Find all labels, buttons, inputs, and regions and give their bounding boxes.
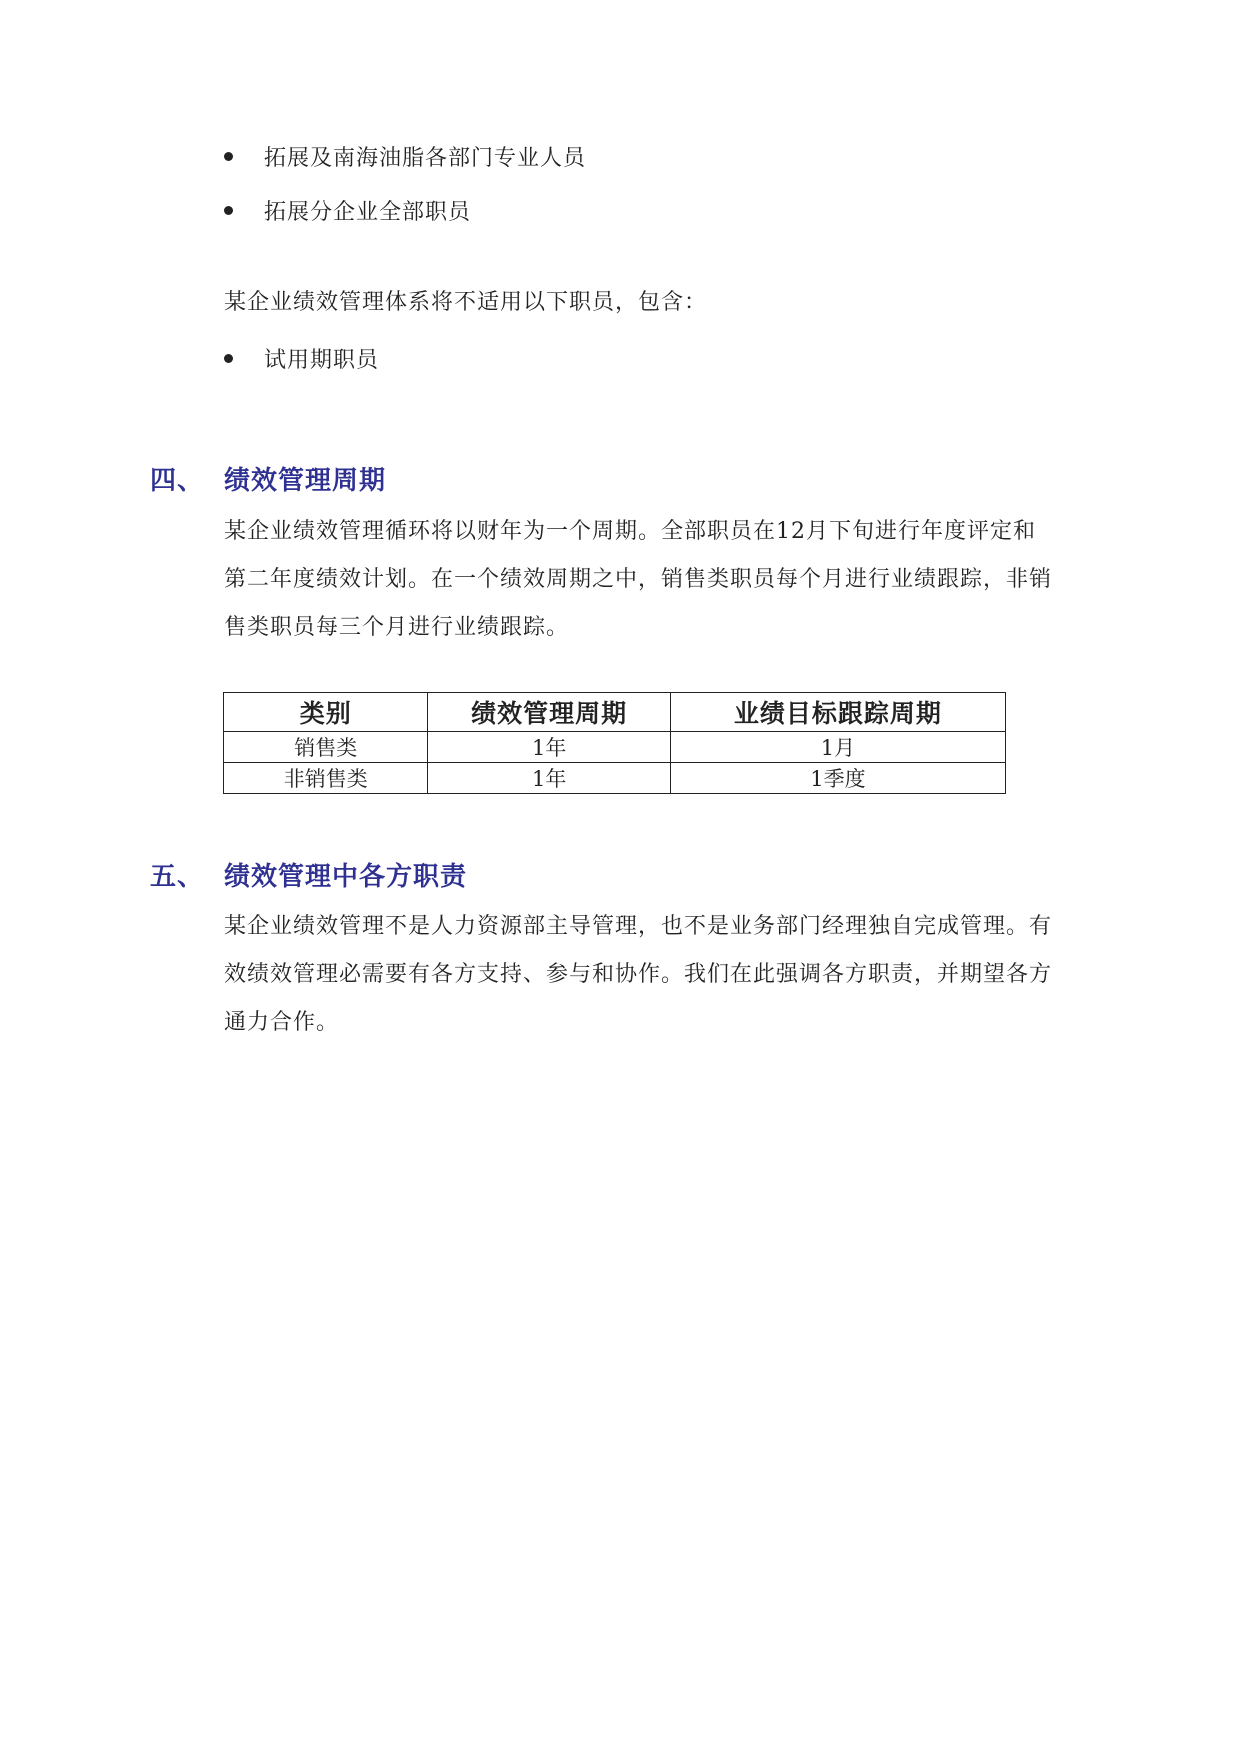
table-row [224,732,1006,763]
section-paragraph [224,903,1124,1047]
list-item [222,141,586,171]
bullet-icon [224,354,233,363]
table-header-cell: 类别 [224,693,428,732]
paragraph-line: 售类职员每三个月进行业绩跟踪。 [224,615,570,640]
table-cell: 1年 [428,732,670,763]
bullet-icon [224,152,233,161]
section-heading [150,856,467,892]
paragraph-line: 通力合作。 [224,1010,340,1035]
paragraph-line: 第二年度绩效计划。在一个绩效周期之中，销售类职员每个月进行业绩跟踪，非销 [224,567,1053,592]
paragraph-line: 效绩效管理必需要有各方支持、参与和协作。我们在此强调各方职责，并期望各方 [224,962,1053,987]
table-header-cell: 绩效管理周期 [428,693,670,732]
table-cell: 1月 [670,732,1005,763]
section-number: 四、 [150,465,205,496]
table-cell: 1季度 [670,763,1005,794]
table-header-row [224,693,1006,732]
list-item [222,195,471,225]
section-number: 五、 [150,861,205,892]
bullet-icon [224,206,233,215]
performance-cycle-table [223,692,1006,794]
table-cell: 销售类 [224,732,428,763]
paragraph-line: 某企业绩效管理不是人力资源部主导管理，也不是业务部门经理独自完成管理。有 [224,914,1053,939]
list-item-text: 拓展及南海油脂各部门专业人员 [264,145,587,171]
list-item [222,343,379,373]
list-item-text: 试用期职员 [264,347,380,373]
section-title: 绩效管理周期 [224,465,387,496]
table-header-cell: 业绩目标跟踪周期 [670,693,1005,732]
table-cell: 非销售类 [224,763,428,794]
list-item-text: 拓展分企业全部职员 [264,199,472,225]
section-title: 绩效管理中各方职责 [224,861,468,892]
section-heading [150,460,386,496]
paragraph-line: 某企业绩效管理循环将以财年为一个周期。全部职员在12月下旬进行年度评定和 [224,519,1036,544]
exclusion-intro: 某企业绩效管理体系将不适用以下职员，包含： [224,290,708,315]
table-cell: 1年 [428,763,670,794]
table-row [224,763,1006,794]
section-paragraph [224,508,1124,652]
